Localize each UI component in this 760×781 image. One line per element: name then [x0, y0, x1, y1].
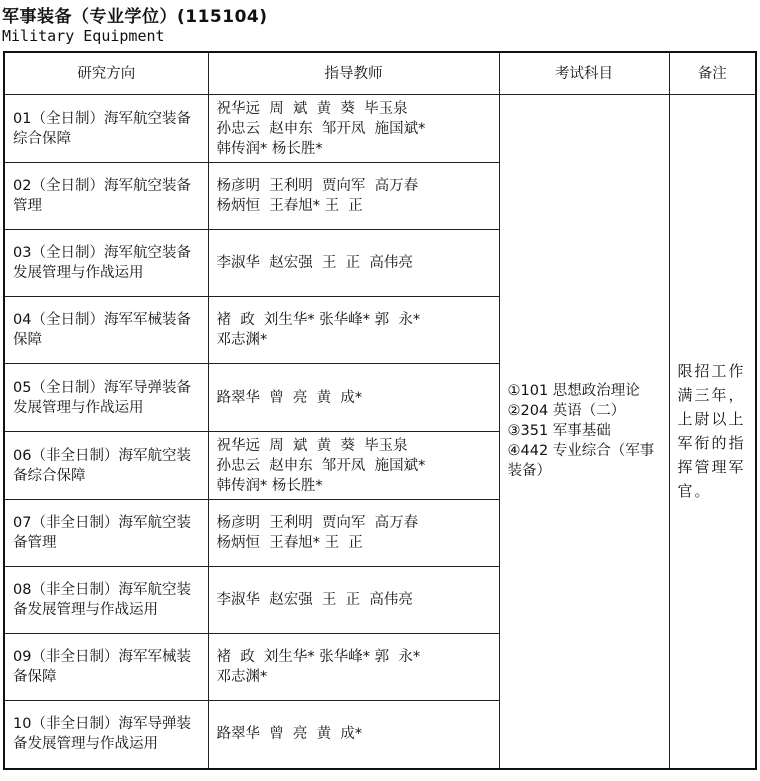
direction-cell: 04（全日制）海军军械装备保障 [4, 297, 208, 364]
direction-cell: 06（非全日制）海军航空装备综合保障 [4, 432, 208, 500]
advisor-line: 韩传润* 杨长胜* [216, 477, 323, 494]
page-subtitle: Military Equipment [2, 27, 165, 45]
direction-cell: 08（非全日制）海军航空装备发展管理与作战运用 [4, 567, 208, 634]
header-note: 备注 [669, 52, 756, 95]
exam-subject: ④442 专业综合（军事装备） [507, 443, 655, 480]
advisors-cell [208, 95, 499, 163]
advisors-cell [208, 297, 499, 364]
header-exam-subjects: 考试科目 [499, 52, 669, 95]
header-advisors: 指导教师 [208, 52, 499, 95]
advisor-line: 李淑华 赵宏强 王 正 高伟亮 [216, 592, 413, 608]
advisors-cell [208, 230, 499, 297]
advisor-line: 祝华远 周 斌 黄 葵 毕玉泉 [216, 437, 408, 454]
advisor-line: 韩传润* 杨长胜* [216, 140, 323, 157]
direction-cell: 07（非全日制）海军航空装备管理 [4, 500, 208, 567]
advisors-cell [208, 500, 499, 567]
advisor-line: 杨彦明 王利明 贾向军 高万春 [216, 178, 419, 194]
advisor-line: 路翠华 曾 亮 黄 成* [216, 726, 363, 743]
advisors-cell [208, 163, 499, 230]
advisor-line: 邓志渊* [216, 332, 268, 348]
direction-cell: 02（全日制）海军航空装备管理 [4, 163, 208, 230]
direction-cell: 10（非全日制）海军导弹装备发展管理与作战运用 [4, 701, 208, 769]
page-title: 军事装备（专业学位）(115104) [2, 7, 268, 27]
advisors-cell [208, 634, 499, 701]
advisor-line: 杨炳恒 王春旭* 王 正 [216, 535, 363, 551]
advisors-cell [208, 567, 499, 634]
exam-subject: ③351 军事基础 [507, 423, 611, 440]
advisor-line: 路翠华 曾 亮 黄 成* [216, 389, 363, 406]
advisors-cell [208, 364, 499, 432]
table-header-row [4, 52, 756, 95]
advisor-line: 祝华远 周 斌 黄 葵 毕玉泉 [216, 100, 408, 117]
header-direction: 研究方向 [4, 52, 208, 95]
table-row [4, 95, 756, 163]
exam-subject: ②204 英语（二） [507, 403, 626, 420]
advisor-line: 杨彦明 王利明 贾向军 高万春 [216, 515, 419, 531]
advisor-line: 杨炳恒 王春旭* 王 正 [216, 198, 363, 214]
direction-cell: 05（全日制）海军导弹装备发展管理与作战运用 [4, 364, 208, 432]
direction-cell: 01（全日制）海军航空装备综合保障 [4, 95, 208, 163]
advisor-line: 孙忠云 赵申东 邹开凤 施国斌* [216, 457, 426, 474]
note-cell: 限招工作满三年，上尉以上军衔的指挥管理军官。 [669, 95, 756, 769]
advisor-line: 邓志渊* [216, 669, 268, 685]
advisor-line: 褚 政 刘生华* 张华峰* 郭 永* [216, 312, 421, 328]
exam-subject: ①101 思想政治理论 [507, 383, 640, 400]
advisors-cell [208, 432, 499, 500]
program-table [3, 51, 757, 770]
advisor-line: 褚 政 刘生华* 张华峰* 郭 永* [216, 649, 421, 665]
direction-cell: 03（全日制）海军航空装备发展管理与作战运用 [4, 230, 208, 297]
direction-cell: 09（非全日制）海军军械装备保障 [4, 634, 208, 701]
advisor-line: 孙忠云 赵申东 邹开凤 施国斌* [216, 120, 426, 137]
advisors-cell [208, 701, 499, 769]
exam-subjects-cell [499, 95, 669, 769]
advisor-line: 李淑华 赵宏强 王 正 高伟亮 [216, 255, 413, 271]
